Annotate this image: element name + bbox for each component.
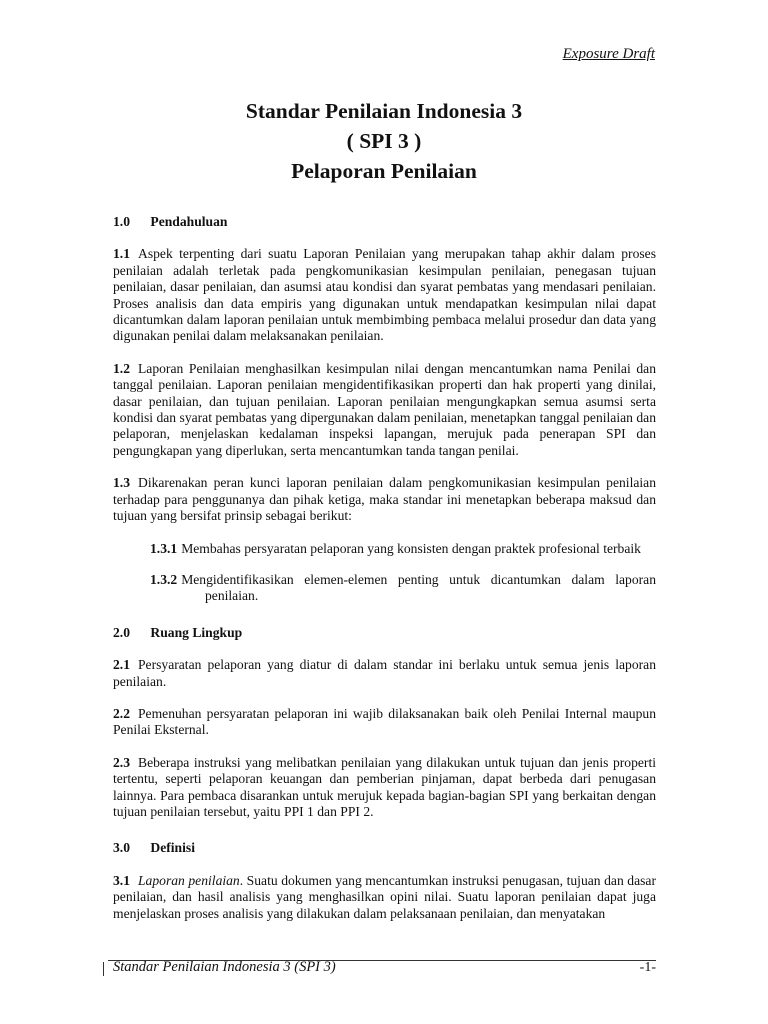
paragraph-number: 2.1: [113, 657, 130, 673]
paragraph-number: 1.1: [113, 246, 130, 262]
footer-page-number: -1-: [639, 960, 656, 975]
paragraph-1-2: [113, 361, 656, 459]
document-title: [113, 96, 655, 186]
section-number: 3.0: [113, 840, 130, 856]
paragraph-2-2: [113, 706, 656, 739]
section-heading-2: [113, 625, 656, 641]
paragraph-2-3: [113, 755, 656, 821]
subparagraph-1-3-2: [150, 572, 656, 605]
paragraph-text: Dikarenakan peran kunci laporan penilaian dalam pengkomunikasian kesimpulan penilaian terhadap para penggunanya dan pihak ketiga, maka standar ini menetapkan beberapa maksud dan tujuan yang bersifat prinsip sebagai berikut:: [113, 475, 656, 524]
document-body: [113, 214, 656, 938]
paragraph-1-3: [113, 475, 656, 524]
subparagraph-number: 1.3.2: [150, 571, 178, 587]
paragraph-number: 2.2: [113, 705, 130, 721]
paragraph-3-1: [113, 873, 656, 922]
title-line-1: Standar Penilaian Indonesia 3: [245, 99, 523, 123]
paragraph-number: 1.2: [113, 360, 130, 376]
section-heading-1: [113, 214, 656, 230]
paragraph-1-1: [113, 246, 656, 344]
paragraph-2-1: [113, 657, 656, 690]
defined-term: Laporan penilaian: [138, 872, 240, 888]
paragraph-text: Persyaratan pelaporan yang diatur di dalam standar ini berlaku untuk semua jenis laporan penilaian.: [113, 657, 656, 689]
section-title: Ruang Lingkup: [150, 624, 243, 640]
subparagraph-text: Mengidentifikasikan elemen-elemen penting untuk dicantumkan dalam laporan penilaian.: [181, 571, 656, 604]
footer-document-title: Standar Penilaian Indonesia 3 (SPI 3): [113, 959, 336, 975]
section-number: 1.0: [113, 214, 130, 229]
paragraph-number: 1.3: [113, 475, 130, 491]
section-title: Definisi: [150, 840, 195, 856]
title-line-3: Pelaporan Penilaian: [291, 159, 477, 183]
paragraph-text: Beberapa instruksi yang melibatkan penilaian yang dilakukan untuk tujuan dan jenis properti tertentu, seperti pelaporan keuangan dan pemberian pinjaman, dapat berbeda dari penugasan lainnya. Para pembaca disarankan untuk merujuk kepada bagian-bagian SPI yang berkaitan dengan tujuan penilaian tersebut, yaitu PPI 1 dan PPI 2.: [113, 754, 656, 819]
paragraph-text: . Suatu dokumen yang mencantumkan instruksi penugasan, tujuan dan dasar penilaian, dan hasil analisis yang menghasilkan opini nilai. Suatu laporan penilaian dapat juga menjelaskan proses analisis yang dilakukan dalam pelaksanaan penilaian, dan menyatakan: [113, 872, 656, 921]
subparagraph-number: 1.3.1: [150, 540, 178, 556]
paragraph-number: 3.1: [113, 872, 130, 888]
paragraph-text: Aspek terpenting dari suatu Laporan Penilaian yang merupakan tahap akhir dalam proses penilaian adalah terletak pada pengkomunikasian kesimpulan penilaian, penegasan tujuan penilaian, dasar penilaian, dan asumsi atau kondisi dan syarat pembatas yang mendasari penilaian. Proses analisis dan data empiris yang digunakan untuk mendapatkan kesimpulan nilai dapat dicantumkan dalam laporan penilaian untuk membimbing pembaca melalui prosedur dan data yang digunakan penilai dalam melaksanakan penilaian.: [113, 246, 656, 344]
exposure-draft-label: Exposure Draft: [562, 46, 655, 62]
title-line-2: ( SPI 3 ): [346, 129, 422, 153]
footer-margin-bar: [103, 962, 104, 976]
paragraph-text: Laporan Penilaian menghasilkan kesimpulan nilai dengan mencantumkan nama Penilai dan tanggal penilaian. Laporan penilaian mengidentifikasikan properti dan hak properti yang dinilai, dasar penilaian, dan tujuan penilaian. Laporan penilaian mengungkapkan semua asumsi serta kondisi dan syarat pembatas yang dipergunakan dalam penilaian, menetapkan tanggal penilaian dan pelaporan, menjelaskan kedalaman inspeksi lapangan, merujuk pada penerapan SPI dan pengungkapan yang diperlukan, serta mencantumkan tanda tangan penilai.: [113, 360, 656, 458]
section-heading-3: [113, 840, 656, 856]
section-number: 2.0: [113, 624, 130, 640]
section-title: Pendahuluan: [150, 214, 228, 229]
subparagraph-1-3-1: [150, 541, 656, 557]
subparagraph-text: Membahas persyaratan pelaporan yang konsisten dengan praktek profesional terbaik: [181, 540, 641, 556]
paragraph-number: 2.3: [113, 754, 130, 770]
paragraph-text: Pemenuhan persyaratan pelaporan ini wajib dilaksanakan baik oleh Penilai Internal maupun Penilai Eksternal.: [113, 705, 656, 738]
